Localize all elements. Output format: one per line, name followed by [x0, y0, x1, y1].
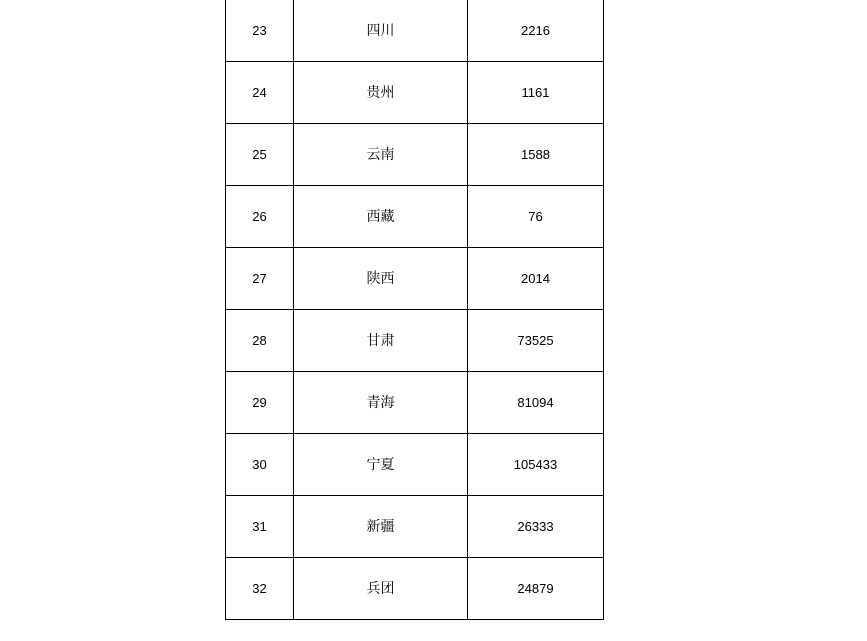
table-row [226, 558, 604, 620]
table-row [226, 0, 604, 62]
row-value-cell: 81094 [468, 372, 604, 434]
row-value-cell: 1588 [468, 124, 604, 186]
row-index-cell: 29 [226, 372, 294, 434]
row-value-cell: 1161 [468, 62, 604, 124]
row-index-cell: 31 [226, 496, 294, 558]
table-row [226, 372, 604, 434]
region-value-table [225, 0, 604, 620]
table-row [226, 124, 604, 186]
row-index-cell: 32 [226, 558, 294, 620]
row-index-cell: 26 [226, 186, 294, 248]
row-index-cell: 25 [226, 124, 294, 186]
table-row [226, 310, 604, 372]
table-row [226, 186, 604, 248]
row-index-cell: 28 [226, 310, 294, 372]
table-row [226, 62, 604, 124]
row-region-cell: 四川 [294, 0, 468, 62]
row-index-cell: 24 [226, 62, 294, 124]
table-row [226, 434, 604, 496]
row-value-cell: 2014 [468, 248, 604, 310]
row-region-cell: 云南 [294, 124, 468, 186]
row-value-cell: 26333 [468, 496, 604, 558]
row-value-cell: 76 [468, 186, 604, 248]
row-region-cell: 贵州 [294, 62, 468, 124]
row-region-cell: 西藏 [294, 186, 468, 248]
row-index-cell: 30 [226, 434, 294, 496]
row-region-cell: 新疆 [294, 496, 468, 558]
row-region-cell: 青海 [294, 372, 468, 434]
row-region-cell: 宁夏 [294, 434, 468, 496]
row-index-cell: 27 [226, 248, 294, 310]
row-region-cell: 陕西 [294, 248, 468, 310]
row-region-cell: 兵团 [294, 558, 468, 620]
table-row [226, 496, 604, 558]
table-row [226, 248, 604, 310]
table-container [225, 0, 604, 620]
row-value-cell: 73525 [468, 310, 604, 372]
row-value-cell: 24879 [468, 558, 604, 620]
row-value-cell: 2216 [468, 0, 604, 62]
row-value-cell: 105433 [468, 434, 604, 496]
table-body [226, 0, 604, 620]
row-region-cell: 甘肃 [294, 310, 468, 372]
row-index-cell: 23 [226, 0, 294, 62]
